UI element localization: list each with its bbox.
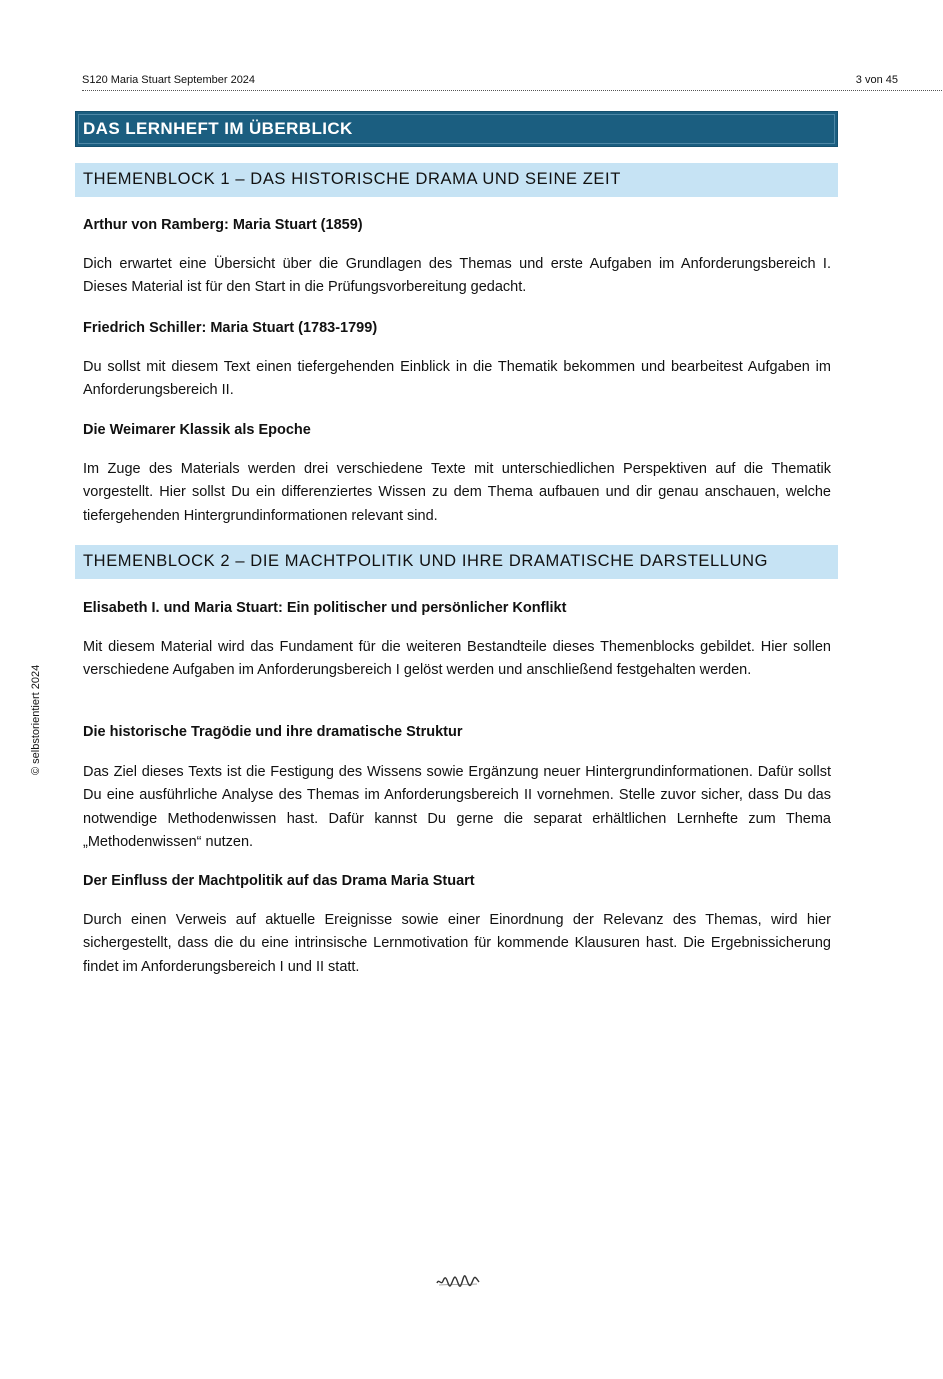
block2-item-3-text bbox=[83, 909, 831, 979]
block1-heading: THEMENBLOCK 1 – DAS HISTORISCHE DRAMA UND SEINE ZEIT bbox=[83, 170, 621, 188]
copyright-sidebar: © selbstorientiert 2024 bbox=[30, 664, 42, 775]
block1-item-2 bbox=[83, 318, 831, 338]
header-page-number: 3 von 45 bbox=[855, 74, 898, 86]
signature-logo-icon bbox=[436, 1274, 480, 1288]
item-text: Dich erwartet eine Übersicht über die Grundlagen des Themas und erste Aufgaben im Anforderungsbereich I. Dieses Material ist für den Start in die Prüfungsvorbereitung gedacht. bbox=[83, 256, 831, 296]
block1-item-1-text bbox=[83, 253, 831, 300]
item-text: Mit diesem Material wird das Fundament für die weiteren Bestandteile dieses Themenblocks gebildet. Hier sollen verschiedene Aufgaben im Anforderungsbereich I gelöst werden und anschließend festgehalten werden. bbox=[83, 639, 831, 679]
item-text: Durch einen Verweis auf aktuelle Ereignisse sowie einer Einordnung der Relevanz des Themas, wird hier sichergestellt, dass die du eine intrinsische Lernmotivation für kommende Klausuren hast. Die Ergebnissicherung findet im Anforderungsbereich I und II statt. bbox=[83, 912, 831, 975]
item-title: Elisabeth I. und Maria Stuart: Ein politischer und persönlicher Konflikt bbox=[83, 600, 567, 616]
page-title: DAS LERNHEFT IM ÜBERBLICK bbox=[83, 119, 353, 138]
block2-item-2 bbox=[83, 722, 831, 742]
block2-item-1 bbox=[83, 598, 831, 618]
item-title: Arthur von Ramberg: Maria Stuart (1859) bbox=[83, 217, 363, 233]
block2-heading-bar bbox=[75, 545, 838, 579]
block2-item-3 bbox=[83, 871, 831, 891]
item-text: Im Zuge des Materials werden drei verschiedene Texte mit unterschiedlichen Perspektiven auf die Thematik vorgestellt. Hier sollst Du ein differenziertes Wissen zu dem Thema aufbauen und dir genau anschauen, welche tiefergehenden Hintergrundinformationen relevant sind. bbox=[83, 461, 831, 524]
block1-item-3 bbox=[83, 420, 831, 440]
page-header bbox=[82, 72, 942, 91]
item-title: Die historische Tragödie und ihre dramatische Struktur bbox=[83, 724, 463, 740]
header-document-id: S120 Maria Stuart September 2024 bbox=[82, 74, 256, 86]
item-title: Friedrich Schiller: Maria Stuart (1783-1799) bbox=[83, 320, 378, 336]
item-title: Die Weimarer Klassik als Epoche bbox=[83, 422, 311, 438]
block2-heading: THEMENBLOCK 2 – DIE MACHTPOLITIK UND IHRE DRAMATISCHE DARSTELLUNG bbox=[83, 552, 769, 570]
block1-item-2-text bbox=[83, 356, 831, 403]
block1-item-3-text bbox=[83, 458, 831, 528]
block2-item-2-text bbox=[83, 761, 831, 855]
block2-item-1-text bbox=[83, 636, 831, 683]
block1-item-1 bbox=[83, 215, 831, 235]
item-text: Du sollst mit diesem Text einen tiefergehenden Einblick in die Thematik bekommen und bearbeitest Aufgaben im Anforderungsbereich II. bbox=[83, 359, 831, 399]
block1-heading-bar bbox=[75, 163, 838, 197]
item-text: Das Ziel dieses Texts ist die Festigung des Wissens sowie Ergänzung neuer Hintergrundinformationen. Dafür sollst Du eine ausführliche Analyse des Themas im Anforderungsbereich II vornehmen. Stelle zuvor sicher, dass Du das notwendige Methodenwissen hast. Dafür kannst Du gerne die separat erhältlichen Lernhefte zum Thema „Methodenwissen“ nutzen. bbox=[83, 764, 831, 851]
item-title: Der Einfluss der Machtpolitik auf das Drama Maria Stuart bbox=[83, 873, 475, 889]
page-title-bar bbox=[75, 111, 838, 147]
